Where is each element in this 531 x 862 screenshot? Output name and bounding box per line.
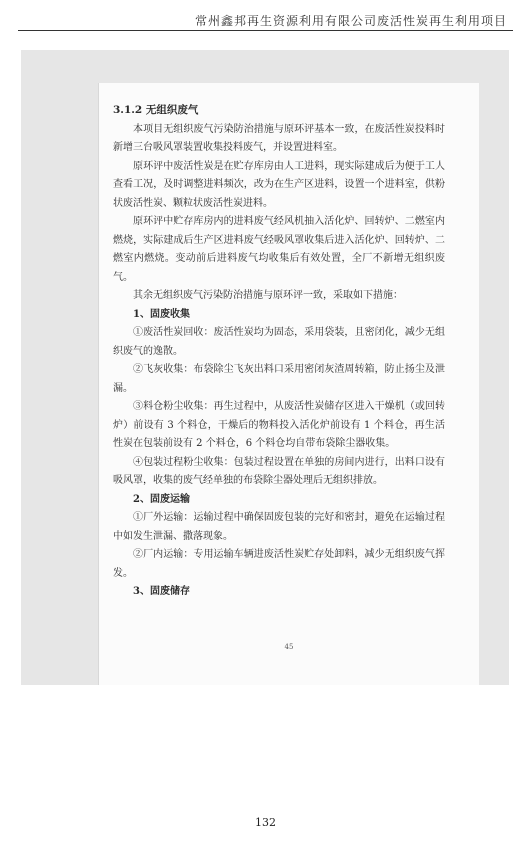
list-item: ③料仓粉尘收集：再生过程中，从废活性炭储存区进入干燥机（或回转炉）前设有 3 个料仓，干燥后的物料投入活化炉前设有 1 个料仓，再生活性炭在包装前设有 2 个料仓，6 个料仓均自带布袋除尘器收集。 — [113, 401, 445, 449]
header-title: 常州鑫邦再生资源利用有限公司废活性炭再生利用项目 — [194, 14, 507, 28]
list-item: ①废活性炭回收：废活性炭均为固态，采用袋装，且密闭化，减少无组织废气的逸散。 — [113, 327, 445, 357]
section-title: 3.1.2 无组织废气 — [113, 104, 199, 116]
list-item: ②飞灰收集：布袋除尘飞灰出料口采用密闭灰渣周转箱，防止扬尘及泄漏。 — [113, 364, 445, 394]
document-body — [113, 101, 445, 602]
page-number: 132 — [255, 816, 276, 829]
list-item: ④包装过程粉尘收集：包装过程设置在单独的房间内进行，出料口设有吸风罩，收集的废气经单独的布袋除尘器处理后无组织排放。 — [113, 456, 445, 486]
paragraph: 原环评中废活性炭是在贮存库房由人工进料，现实际建成后为便于工人查看工况，及时调整进料频次，改为在生产区进料，设置一个进料室，供粉状废活性炭、颗粒状废活性炭进料。 — [113, 160, 445, 209]
paragraph: 其余无组织废气污染防治措施与原环评一致，采取如下措施： — [133, 290, 403, 301]
page-header — [18, 8, 513, 31]
inner-document-page — [99, 83, 479, 685]
paragraph: 原环评中贮存库房内的进料废气经风机抽入活化炉、回转炉、二燃室内燃烧，实际建成后生产区进料废气经吸风罩收集后进入活化炉、回转炉、二燃室内燃烧。变动前后进料废气均收集后有效处置，全厂不新增无组织废气。 — [113, 216, 445, 283]
subheading-waste-storage: 3、固废储存 — [133, 586, 190, 597]
list-item: ②厂内运输：专用运输车辆进废活性炭贮存处卸料，减少无组织废气挥发。 — [113, 549, 445, 579]
subheading-waste-collection: 1、固废收集 — [133, 308, 190, 320]
inner-page-number: 45 — [284, 643, 294, 651]
scanned-page-image — [21, 50, 509, 685]
paragraph: 本项目无组织废气污染防治措施与原环评基本一致，在废活性炭投料时新增三台吸风罩装置收集投料废气，并设置进料室。 — [113, 123, 445, 153]
subheading-waste-transport: 2、固废运输 — [133, 493, 190, 505]
list-item: ①厂外运输：运输过程中确保固废包装的完好和密封，避免在运输过程中如发生泄漏、撒落现象。 — [113, 512, 445, 542]
